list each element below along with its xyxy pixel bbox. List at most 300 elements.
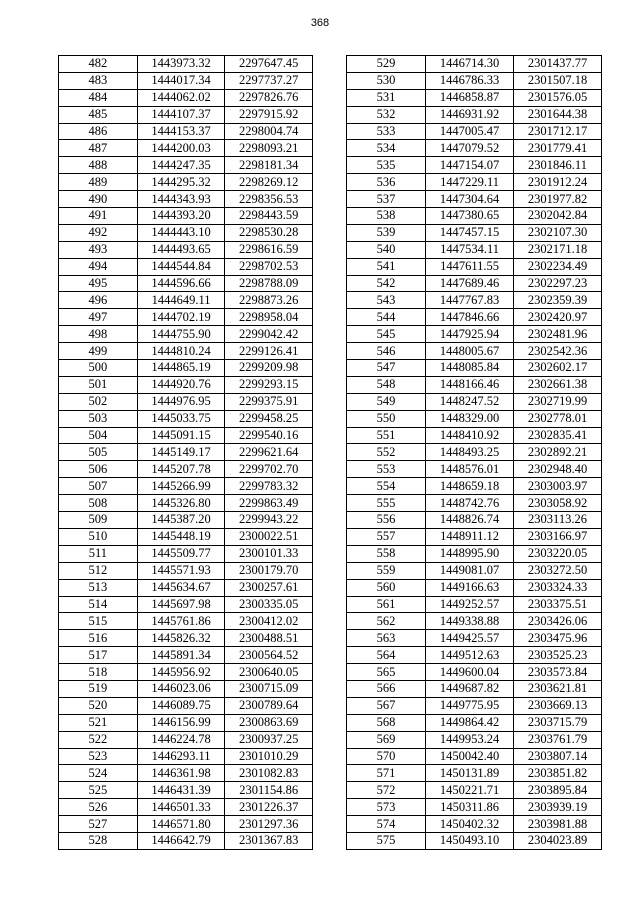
x-coordinate-cell: 1446361.98 [137,765,225,782]
x-coordinate-cell: 1448493.25 [426,444,514,461]
y-coordinate-cell: 2302042.84 [514,208,602,225]
x-coordinate-cell: 1448826.74 [426,512,514,529]
point-number-cell: 572 [347,782,426,799]
x-coordinate-cell: 1444017.34 [137,72,225,89]
table-row [347,89,602,106]
table-row [347,309,602,326]
x-coordinate-cell: 1450221.71 [426,782,514,799]
point-number-cell: 498 [59,326,138,343]
table-row [347,174,602,191]
y-coordinate-cell: 2297737.27 [225,72,313,89]
table-row [347,292,602,309]
point-number-cell: 512 [59,562,138,579]
table-row [59,664,313,681]
table-row [347,461,602,478]
table-row [347,731,602,748]
x-coordinate-cell: 1444493.65 [137,241,225,258]
point-number-cell: 551 [347,427,426,444]
y-coordinate-cell: 2303621.81 [514,680,602,697]
y-coordinate-cell: 2299702.70 [225,461,313,478]
y-coordinate-cell: 2301226.37 [225,799,313,816]
x-coordinate-cell: 1447005.47 [426,123,514,140]
x-coordinate-cell: 1449166.63 [426,579,514,596]
point-number-cell: 563 [347,630,426,647]
table-row [347,596,602,613]
point-number-cell: 518 [59,664,138,681]
point-number-cell: 485 [59,106,138,123]
y-coordinate-cell: 2298443.59 [225,208,313,225]
x-coordinate-cell: 1448576.01 [426,461,514,478]
x-coordinate-cell: 1448995.90 [426,545,514,562]
y-coordinate-cell: 2301154.86 [225,782,313,799]
table-row [347,714,602,731]
point-number-cell: 560 [347,579,426,596]
point-number-cell: 490 [59,191,138,208]
table-row [347,191,602,208]
table-row [347,410,602,427]
y-coordinate-cell: 2303939.19 [514,799,602,816]
point-number-cell: 565 [347,664,426,681]
x-coordinate-cell: 1447380.65 [426,208,514,225]
table-row [347,343,602,360]
point-number-cell: 525 [59,782,138,799]
point-number-cell: 509 [59,512,138,529]
x-coordinate-cell: 1444596.66 [137,275,225,292]
y-coordinate-cell: 2303113.26 [514,512,602,529]
table-row [59,512,313,529]
table-row [347,56,602,73]
x-coordinate-cell: 1448911.12 [426,528,514,545]
point-number-cell: 533 [347,123,426,140]
table-row [347,816,602,833]
table-row [347,393,602,410]
y-coordinate-cell: 2302602.17 [514,360,602,377]
table-row [59,360,313,377]
x-coordinate-cell: 1445149.17 [137,444,225,461]
x-coordinate-cell: 1446714.30 [426,56,514,73]
x-coordinate-cell: 1448329.00 [426,410,514,427]
point-number-cell: 523 [59,748,138,765]
table-row [347,545,602,562]
x-coordinate-cell: 1446224.78 [137,731,225,748]
x-coordinate-cell: 1449600.04 [426,664,514,681]
x-coordinate-cell: 1448005.67 [426,343,514,360]
point-number-cell: 515 [59,613,138,630]
table-row [59,258,313,275]
point-number-cell: 539 [347,224,426,241]
x-coordinate-cell: 1447767.83 [426,292,514,309]
x-coordinate-cell: 1449338.88 [426,613,514,630]
table-row [59,832,313,849]
y-coordinate-cell: 2303272.50 [514,562,602,579]
point-number-cell: 487 [59,140,138,157]
point-number-cell: 510 [59,528,138,545]
point-number-cell: 543 [347,292,426,309]
y-coordinate-cell: 2303426.06 [514,613,602,630]
table-row [347,765,602,782]
x-coordinate-cell: 1445634.67 [137,579,225,596]
table-row [347,427,602,444]
point-number-cell: 519 [59,680,138,697]
y-coordinate-cell: 2298530.28 [225,224,313,241]
x-coordinate-cell: 1443973.32 [137,56,225,73]
point-number-cell: 558 [347,545,426,562]
x-coordinate-cell: 1447457.15 [426,224,514,241]
table-row [347,630,602,647]
table-row [347,748,602,765]
y-coordinate-cell: 2300863.69 [225,714,313,731]
y-coordinate-cell: 2303669.13 [514,697,602,714]
x-coordinate-cell: 1445448.19 [137,528,225,545]
x-coordinate-cell: 1449953.24 [426,731,514,748]
y-coordinate-cell: 2300179.70 [225,562,313,579]
table-row [59,123,313,140]
table-row [59,748,313,765]
table-row [59,140,313,157]
table-row [59,56,313,73]
x-coordinate-cell: 1448410.92 [426,427,514,444]
table-row [59,191,313,208]
x-coordinate-cell: 1446501.33 [137,799,225,816]
x-coordinate-cell: 1449775.95 [426,697,514,714]
y-coordinate-cell: 2303981.88 [514,816,602,833]
y-coordinate-cell: 2301712.17 [514,123,602,140]
table-row [59,444,313,461]
table-row [59,495,313,512]
point-number-cell: 524 [59,765,138,782]
table-row [59,647,313,664]
point-number-cell: 492 [59,224,138,241]
y-coordinate-cell: 2302171.18 [514,241,602,258]
x-coordinate-cell: 1446571.80 [137,816,225,833]
y-coordinate-cell: 2301297.36 [225,816,313,833]
x-coordinate-cell: 1449864.42 [426,714,514,731]
y-coordinate-cell: 2299621.64 [225,444,313,461]
x-coordinate-cell: 1446858.87 [426,89,514,106]
x-coordinate-cell: 1445891.34 [137,647,225,664]
y-coordinate-cell: 2302778.01 [514,410,602,427]
table-row [347,444,602,461]
point-number-cell: 521 [59,714,138,731]
point-number-cell: 555 [347,495,426,512]
table-row [347,512,602,529]
point-number-cell: 541 [347,258,426,275]
point-number-cell: 517 [59,647,138,664]
x-coordinate-cell: 1444976.95 [137,393,225,410]
point-number-cell: 530 [347,72,426,89]
point-number-cell: 538 [347,208,426,225]
table-row [347,697,602,714]
y-coordinate-cell: 2303324.33 [514,579,602,596]
point-number-cell: 559 [347,562,426,579]
y-coordinate-cell: 2301977.82 [514,191,602,208]
table-row [59,106,313,123]
x-coordinate-cell: 1447079.52 [426,140,514,157]
y-coordinate-cell: 2301576.05 [514,89,602,106]
table-row [347,275,602,292]
point-number-cell: 507 [59,478,138,495]
y-coordinate-cell: 2300257.61 [225,579,313,596]
point-number-cell: 561 [347,596,426,613]
y-coordinate-cell: 2303715.79 [514,714,602,731]
table-row [59,545,313,562]
x-coordinate-cell: 1446293.11 [137,748,225,765]
y-coordinate-cell: 2303895.84 [514,782,602,799]
x-coordinate-cell: 1448085.84 [426,360,514,377]
point-number-cell: 495 [59,275,138,292]
point-number-cell: 500 [59,360,138,377]
y-coordinate-cell: 2298616.59 [225,241,313,258]
point-number-cell: 554 [347,478,426,495]
y-coordinate-cell: 2303375.51 [514,596,602,613]
table-row [347,478,602,495]
x-coordinate-cell: 1445033.75 [137,410,225,427]
point-number-cell: 496 [59,292,138,309]
point-number-cell: 528 [59,832,138,849]
y-coordinate-cell: 2302661.38 [514,376,602,393]
table-row [347,140,602,157]
y-coordinate-cell: 2299943.22 [225,512,313,529]
y-coordinate-cell: 2303807.14 [514,748,602,765]
table-row [59,562,313,579]
table-row [59,461,313,478]
x-coordinate-cell: 1450131.89 [426,765,514,782]
x-coordinate-cell: 1445509.77 [137,545,225,562]
y-coordinate-cell: 2300640.05 [225,664,313,681]
y-coordinate-cell: 2299863.49 [225,495,313,512]
table-row [59,89,313,106]
x-coordinate-cell: 1445697.98 [137,596,225,613]
table-row [59,579,313,596]
x-coordinate-cell: 1445326.80 [137,495,225,512]
point-number-cell: 557 [347,528,426,545]
y-coordinate-cell: 2298958.04 [225,309,313,326]
x-coordinate-cell: 1445956.92 [137,664,225,681]
point-number-cell: 545 [347,326,426,343]
table-row [347,157,602,174]
x-coordinate-cell: 1448742.76 [426,495,514,512]
table-row [59,241,313,258]
table-row [347,360,602,377]
x-coordinate-cell: 1446431.39 [137,782,225,799]
x-coordinate-cell: 1450493.10 [426,832,514,849]
table-row [59,714,313,731]
y-coordinate-cell: 2299783.32 [225,478,313,495]
table-row [347,106,602,123]
x-coordinate-cell: 1444153.37 [137,123,225,140]
y-coordinate-cell: 2301367.83 [225,832,313,849]
coordinates-table-right [346,55,602,850]
table-row [347,832,602,849]
x-coordinate-cell: 1445091.15 [137,427,225,444]
table-row [59,427,313,444]
x-coordinate-cell: 1444920.76 [137,376,225,393]
point-number-cell: 552 [347,444,426,461]
point-number-cell: 484 [59,89,138,106]
x-coordinate-cell: 1449425.57 [426,630,514,647]
table-row [59,72,313,89]
table-row [59,393,313,410]
point-number-cell: 511 [59,545,138,562]
y-coordinate-cell: 2301779.41 [514,140,602,157]
point-number-cell: 542 [347,275,426,292]
table-row [59,478,313,495]
y-coordinate-cell: 2298356.53 [225,191,313,208]
y-coordinate-cell: 2300101.33 [225,545,313,562]
table-row [59,680,313,697]
x-coordinate-cell: 1447689.46 [426,275,514,292]
y-coordinate-cell: 2303573.84 [514,664,602,681]
table-row [59,376,313,393]
y-coordinate-cell: 2301912.24 [514,174,602,191]
table-row [347,613,602,630]
point-number-cell: 503 [59,410,138,427]
x-coordinate-cell: 1447534.11 [426,241,514,258]
x-coordinate-cell: 1446023.06 [137,680,225,697]
y-coordinate-cell: 2302359.39 [514,292,602,309]
table-row [59,528,313,545]
point-number-cell: 567 [347,697,426,714]
y-coordinate-cell: 2302481.96 [514,326,602,343]
y-coordinate-cell: 2302297.23 [514,275,602,292]
y-coordinate-cell: 2303220.05 [514,545,602,562]
point-number-cell: 574 [347,816,426,833]
y-coordinate-cell: 2303003.97 [514,478,602,495]
table-row [347,72,602,89]
x-coordinate-cell: 1444343.93 [137,191,225,208]
point-number-cell: 502 [59,393,138,410]
y-coordinate-cell: 2299458.25 [225,410,313,427]
y-coordinate-cell: 2300564.52 [225,647,313,664]
x-coordinate-cell: 1448247.52 [426,393,514,410]
point-number-cell: 566 [347,680,426,697]
point-number-cell: 534 [347,140,426,157]
y-coordinate-cell: 2301437.77 [514,56,602,73]
x-coordinate-cell: 1444649.11 [137,292,225,309]
x-coordinate-cell: 1444295.32 [137,174,225,191]
table-row [347,579,602,596]
table-row [347,224,602,241]
y-coordinate-cell: 2300335.05 [225,596,313,613]
point-number-cell: 504 [59,427,138,444]
point-number-cell: 564 [347,647,426,664]
table-row [59,174,313,191]
point-number-cell: 569 [347,731,426,748]
point-number-cell: 499 [59,343,138,360]
point-number-cell: 493 [59,241,138,258]
y-coordinate-cell: 2302948.40 [514,461,602,478]
x-coordinate-cell: 1448166.46 [426,376,514,393]
y-coordinate-cell: 2302542.36 [514,343,602,360]
point-number-cell: 522 [59,731,138,748]
x-coordinate-cell: 1447154.07 [426,157,514,174]
x-coordinate-cell: 1444393.20 [137,208,225,225]
x-coordinate-cell: 1444107.37 [137,106,225,123]
y-coordinate-cell: 2300789.64 [225,697,313,714]
x-coordinate-cell: 1444062.02 [137,89,225,106]
point-number-cell: 546 [347,343,426,360]
x-coordinate-cell: 1444443.10 [137,224,225,241]
y-coordinate-cell: 2304023.89 [514,832,602,849]
y-coordinate-cell: 2302107.30 [514,224,602,241]
x-coordinate-cell: 1447846.66 [426,309,514,326]
y-coordinate-cell: 2298269.12 [225,174,313,191]
point-number-cell: 514 [59,596,138,613]
point-number-cell: 501 [59,376,138,393]
point-number-cell: 508 [59,495,138,512]
y-coordinate-cell: 2300022.51 [225,528,313,545]
table-row [59,309,313,326]
y-coordinate-cell: 2299540.16 [225,427,313,444]
point-number-cell: 575 [347,832,426,849]
table-row [59,697,313,714]
point-number-cell: 535 [347,157,426,174]
x-coordinate-cell: 1447925.94 [426,326,514,343]
y-coordinate-cell: 2299209.98 [225,360,313,377]
y-coordinate-cell: 2301644.38 [514,106,602,123]
x-coordinate-cell: 1447304.64 [426,191,514,208]
point-number-cell: 570 [347,748,426,765]
table-row [59,596,313,613]
y-coordinate-cell: 2303761.79 [514,731,602,748]
y-coordinate-cell: 2297647.45 [225,56,313,73]
point-number-cell: 531 [347,89,426,106]
y-coordinate-cell: 2302835.41 [514,427,602,444]
y-coordinate-cell: 2298181.34 [225,157,313,174]
point-number-cell: 571 [347,765,426,782]
point-number-cell: 550 [347,410,426,427]
table-row [59,613,313,630]
x-coordinate-cell: 1446089.75 [137,697,225,714]
point-number-cell: 494 [59,258,138,275]
x-coordinate-cell: 1450311.86 [426,799,514,816]
y-coordinate-cell: 2303166.97 [514,528,602,545]
y-coordinate-cell: 2302719.99 [514,393,602,410]
y-coordinate-cell: 2300488.51 [225,630,313,647]
table-row [59,224,313,241]
table-row [347,680,602,697]
x-coordinate-cell: 1446931.92 [426,106,514,123]
y-coordinate-cell: 2303058.92 [514,495,602,512]
table-row [59,343,313,360]
table-row [59,630,313,647]
point-number-cell: 506 [59,461,138,478]
x-coordinate-cell: 1445266.99 [137,478,225,495]
y-coordinate-cell: 2299126.41 [225,343,313,360]
x-coordinate-cell: 1448659.18 [426,478,514,495]
point-number-cell: 486 [59,123,138,140]
point-number-cell: 516 [59,630,138,647]
y-coordinate-cell: 2303851.82 [514,765,602,782]
point-number-cell: 537 [347,191,426,208]
table-row [347,562,602,579]
x-coordinate-cell: 1444865.19 [137,360,225,377]
x-coordinate-cell: 1449687.82 [426,680,514,697]
table-row [347,782,602,799]
point-number-cell: 544 [347,309,426,326]
x-coordinate-cell: 1447229.11 [426,174,514,191]
point-number-cell: 489 [59,174,138,191]
y-coordinate-cell: 2300412.02 [225,613,313,630]
point-number-cell: 483 [59,72,138,89]
point-number-cell: 573 [347,799,426,816]
y-coordinate-cell: 2301846.11 [514,157,602,174]
point-number-cell: 497 [59,309,138,326]
x-coordinate-cell: 1449512.63 [426,647,514,664]
x-coordinate-cell: 1446642.79 [137,832,225,849]
x-coordinate-cell: 1444810.24 [137,343,225,360]
y-coordinate-cell: 2297826.76 [225,89,313,106]
